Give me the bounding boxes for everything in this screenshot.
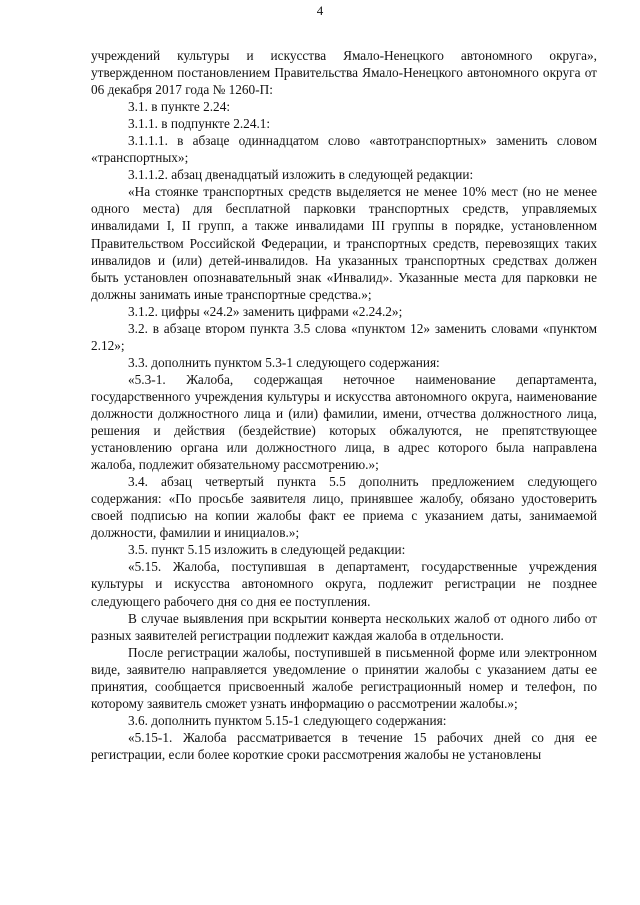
paragraph-12: 3.5. пункт 5.15 изложить в следующей редакции: bbox=[128, 542, 406, 558]
paragraph-4: 3.1.1.1. в абзаце одиннадцатом слово «автотранспортных» заменить словом «транспортных»; bbox=[91, 133, 597, 166]
document-body bbox=[91, 47, 597, 763]
paragraph-5: 3.1.1.2. абзац двенадцатый изложить в следующей редакции: bbox=[128, 167, 474, 183]
paragraph-16: 3.6. дополнить пунктом 5.15-1 следующего содержания: bbox=[128, 712, 447, 728]
paragraph-15: После регистрации жалобы, поступившей в письменной форме или электронном виде, заявителю направляется уведомление о принятии жалобы с указанием даты ее принятия, сообщается присвоенный жалобе регистрационный номер и телефон, по которому заявитель сможет узнать информацию о рассмотрении жалобы.»; bbox=[91, 644, 597, 711]
paragraph-10: «5.3-1. Жалоба, содержащая неточное наименование департамента, государственного учреждения культуры и искусства автономного округа, наименование должности должностного лица и (или) фамилии, имени, отчества должностного лица, решения и действия (бездействие) которых обжалуются, не препятствующее установлению органа или должностного лица, в адрес которого была направлена жалоба, подлежит обязательному рассмотрению.»; bbox=[91, 371, 597, 473]
paragraph-1: учреждений культуры и искусства Ямало-Ненецкого автономного округа», утвержденном постановлением Правительства Ямало-Ненецкого автономного округа от 06 декабря 2017 года № 1260-П: bbox=[91, 48, 597, 98]
paragraph-13: «5.15. Жалоба, поступившая в департамент, государственные учреждения культуры и искусства автономного округа, подлежит регистрации не позднее следующего рабочего дня со дня ее поступления. bbox=[91, 559, 597, 609]
paragraph-14: В случае выявления при вскрытии конверта нескольких жалоб от одного либо от разных заявителей регистрации подлежит каждая жалоба в отдельности. bbox=[91, 610, 597, 643]
paragraph-7: 3.1.2. цифры «24.2» заменить цифрами «2.24.2»; bbox=[128, 303, 403, 319]
paragraph-8: 3.2. в абзаце втором пункта 3.5 слова «пунктом 12» заменить словами «пунктом 2.12»; bbox=[91, 320, 597, 353]
paragraph-3: 3.1.1. в подпункте 2.24.1: bbox=[128, 116, 271, 132]
paragraph-11: 3.4. абзац четвертый пункта 5.5 дополнить предложением следующего содержания: «По просьбе заявителя лицо, принявшее жалобу, обязано удостоверить своей подписью на копии жалобы факт ее приема с указанием даты, занимаемой должности, фамилии и инициалов.»; bbox=[91, 474, 597, 541]
paragraph-6: «На стоянке транспортных средств выделяется не менее 10% мест (но не менее одного места) для бесплатной парковки транспортных средств, управляемых инвалидами I, II групп, а также инвалидами III группы в порядке, установленном Правительством Российской Федерации, и транспортных средств, перевозящих таких инвалидов и (или) детей-инвалидов. На указанных транспортных средствах должен быть установлен опознавательный знак «Инвалид». Указанные места для парковки не должны занимать иные транспортные средства.»; bbox=[91, 184, 597, 302]
page-number: 4 bbox=[316, 3, 324, 18]
paragraph-9: 3.3. дополнить пунктом 5.3-1 следующего содержания: bbox=[128, 354, 440, 370]
paragraph-17: «5.15-1. Жалоба рассматривается в течение 15 рабочих дней со дня ее регистрации, если более короткие сроки рассмотрения жалобы не установлены bbox=[91, 729, 597, 762]
paragraph-2: 3.1. в пункте 2.24: bbox=[128, 99, 231, 115]
